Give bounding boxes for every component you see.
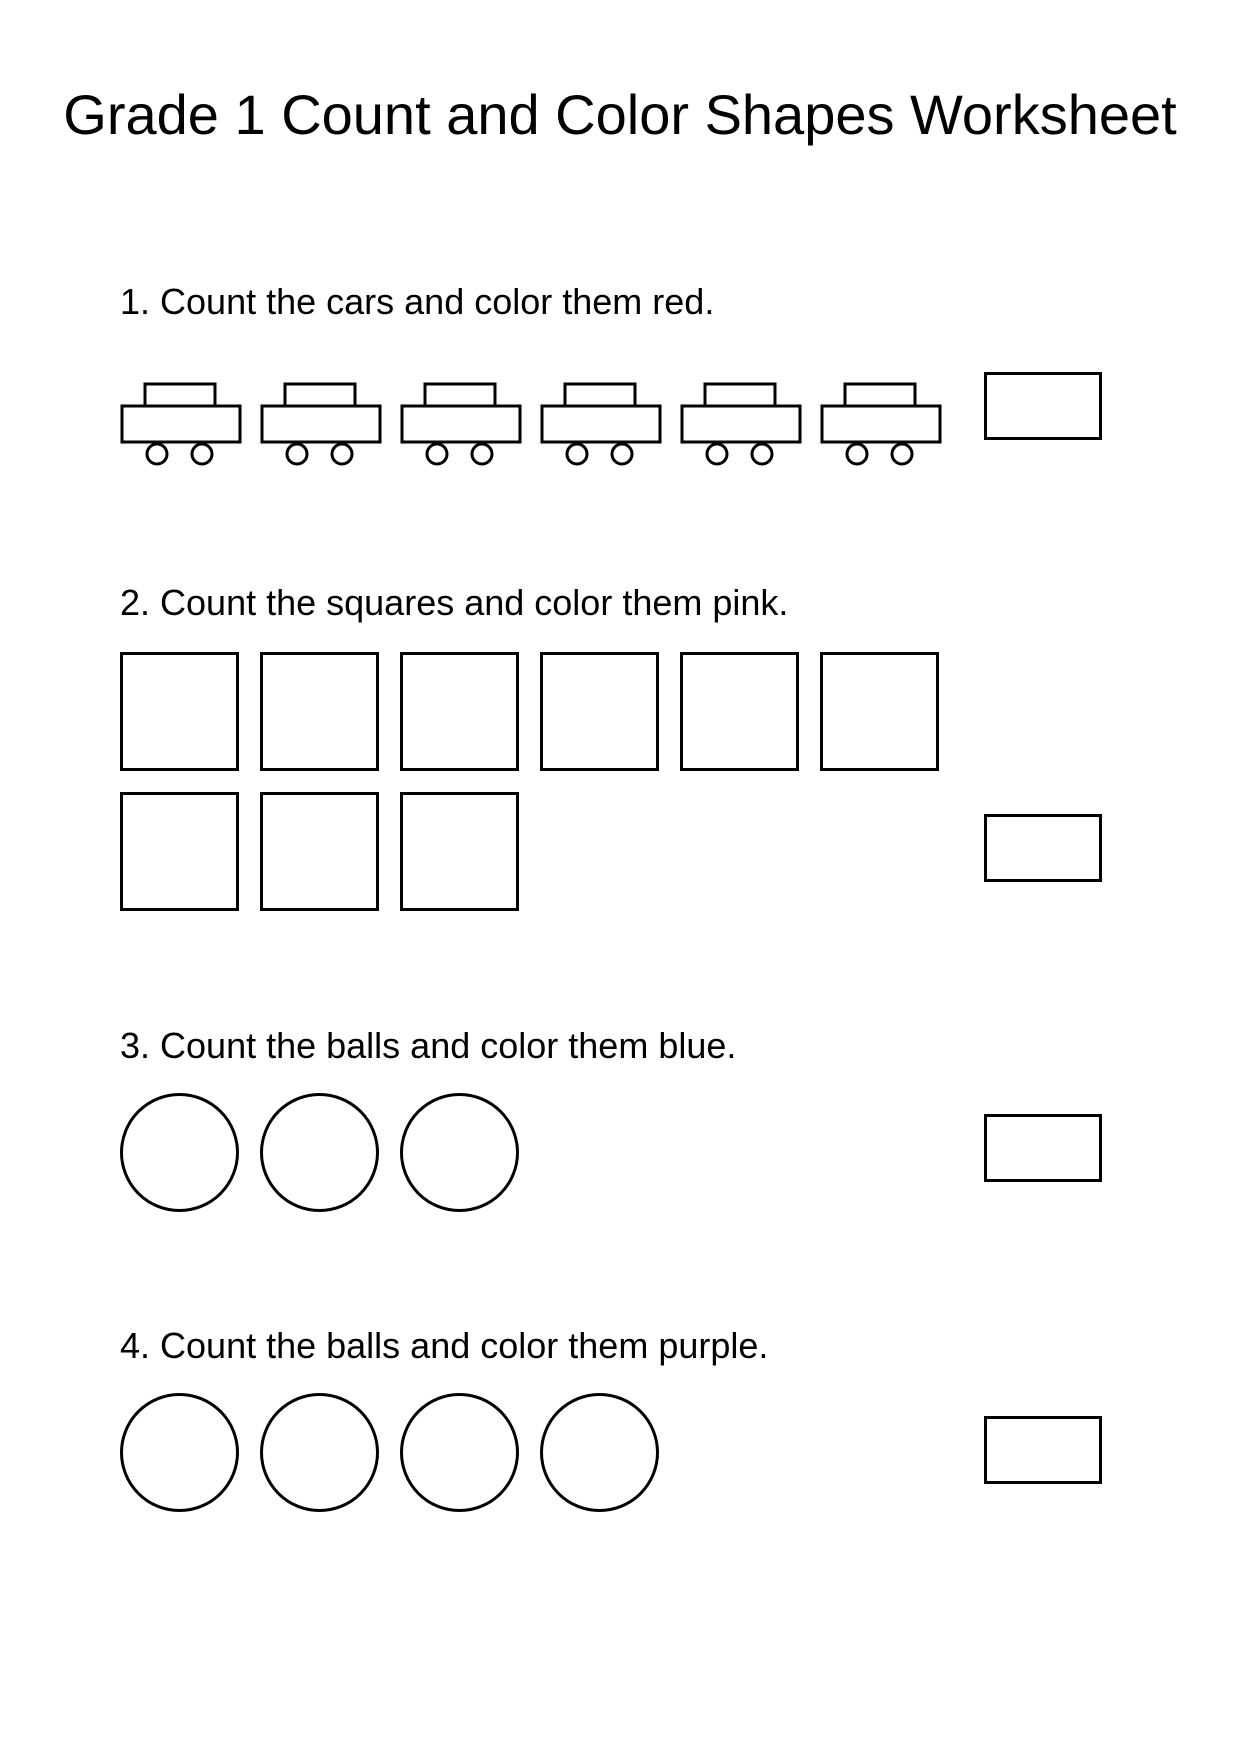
square-shape — [260, 652, 379, 771]
ball-shape — [400, 1393, 519, 1512]
question-2-text: 2. Count the squares and color them pink. — [120, 582, 789, 623]
car-icon — [820, 382, 942, 467]
square-shape — [260, 792, 379, 911]
answer-box-4[interactable] — [984, 1416, 1102, 1484]
car-icon — [400, 382, 522, 467]
square-shape — [820, 652, 939, 771]
ball-shape — [260, 1393, 379, 1512]
answer-box-1[interactable] — [984, 372, 1102, 440]
car-icon — [680, 382, 802, 467]
ball-shape — [540, 1393, 659, 1512]
car-icon — [120, 382, 242, 467]
square-shape — [120, 792, 239, 911]
question-1-text: 1. Count the cars and color them red. — [120, 281, 715, 322]
question-3-text: 3. Count the balls and color them blue. — [120, 1025, 737, 1066]
ball-shape — [400, 1093, 519, 1212]
square-shape — [400, 652, 519, 771]
square-shape — [400, 792, 519, 911]
worksheet-title: Grade 1 Count and Color Shapes Worksheet — [63, 83, 1177, 146]
ball-shape — [260, 1093, 379, 1212]
square-shape — [540, 652, 659, 771]
ball-shape — [120, 1393, 239, 1512]
ball-shape — [120, 1093, 239, 1212]
square-shape — [120, 652, 239, 771]
square-shape — [680, 652, 799, 771]
answer-box-3[interactable] — [984, 1114, 1102, 1182]
car-icon — [260, 382, 382, 467]
question-4-text: 4. Count the balls and color them purple. — [120, 1325, 769, 1366]
car-icon — [540, 382, 662, 467]
answer-box-2[interactable] — [984, 814, 1102, 882]
